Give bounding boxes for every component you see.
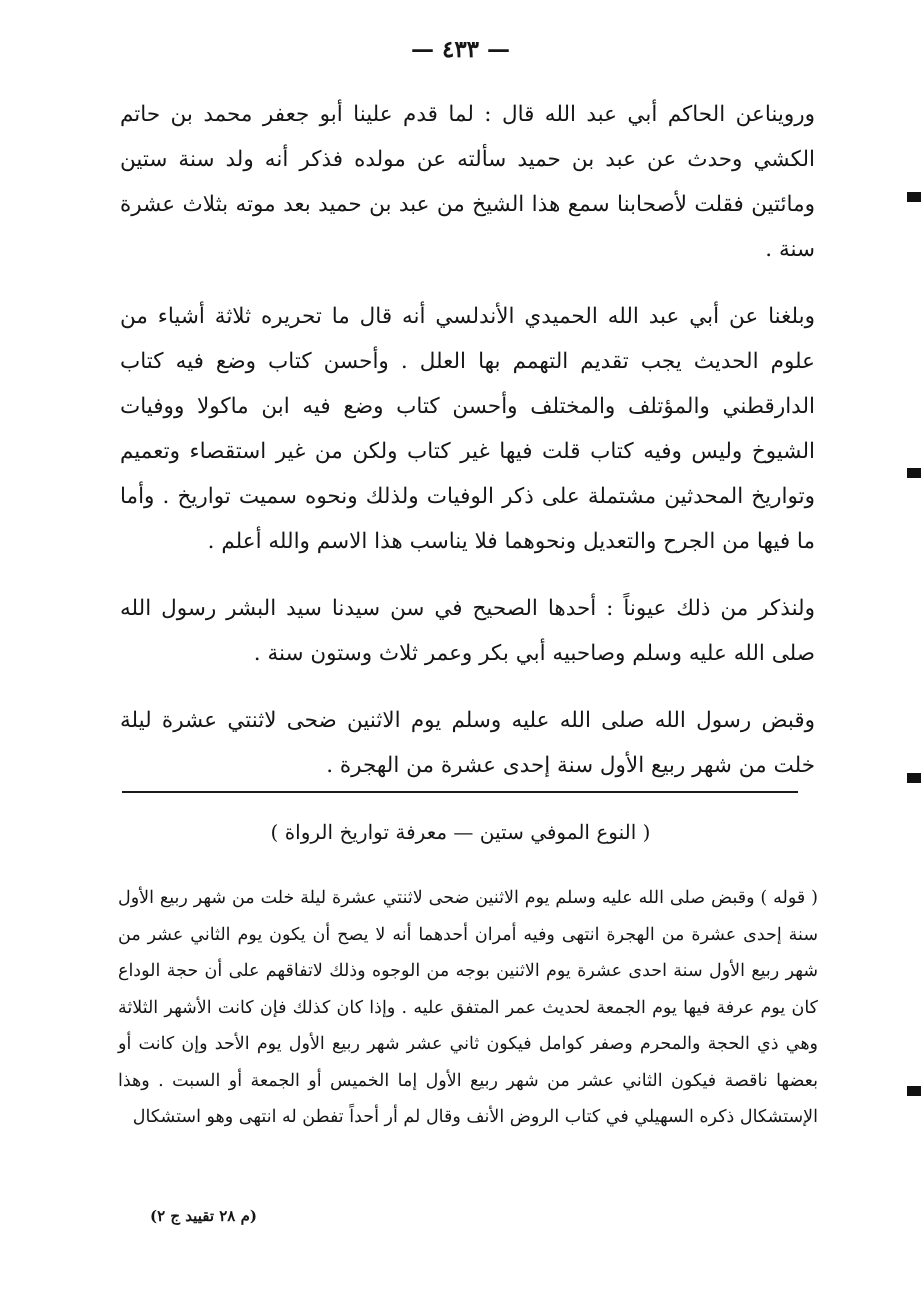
margin-mark [907,1086,921,1096]
paragraph-hakim-kashshi: ورويناعن الحاكم أبي عبد الله قال : لما قدم علينا أبو جعفر محمد بن حاتم الكشي وحدث عن عبد بن حميد سألته عن مولده فذكر أنه ولد سنة ستين ومائتين فقلت لأصحابنا سمع هذا الشيخ من عبد بن حميد بعد موته بثلاث عشرة سنة . [120,102,815,262]
margin-mark [907,773,921,783]
main-text-block [120,92,815,788]
margin-mark [907,192,921,202]
paragraph-humaydi: وبلغنا عن أبي عبد الله الحميدي الأندلسي أنه قال ما تحريره ثلاثة أشياء من علوم الحديث يجب تقديم التهمم بها العلل . وأحسن كتاب وضع فيه كتاب الدارقطني والمؤتلف والمختلف وأحسن كتاب وضع فيه ابن ماكولا ووفيات الشيوخ وليس وفيه كتاب قلت فيها غير كتاب ولكن من غير استقصاء وتعميم وتواريخ المحدثين مشتملة على ذكر الوفيات ولذلك ونحوه سميت تواريخ . وأما ما فيها من الجرح والتعديل ونحوهما فلا يناسب هذا الاسم والله أعلم . [120,304,815,554]
signature-mark: (م ٢٨ تقييد ج ٢) [150,1207,257,1225]
section-divider [122,791,798,793]
paragraph-ages: ولنذكر من ذلك عيوناً : أحدها الصحيح في سن سيدنا سيد البشر رسول الله صلى الله عليه وسلم وصاحبيه أبي بكر وعمر ثلاث وستون سنة . [120,596,815,666]
commentary-block [118,880,818,1136]
paragraph-death-date: وقبض رسول الله صلى الله عليه وسلم يوم الاثنين ضحى لاثنتي عشرة ليلة خلت من شهر ربيع الأول سنة إحدى عشرة من الهجرة . [120,708,815,778]
page-number: — ٤٣٣ — [410,36,511,63]
margin-mark [907,468,921,478]
section-heading: ( النوع الموفي ستين — معرفة تواريخ الرواة ) [270,820,651,844]
commentary-paragraph: ( قوله ) وقبض صلى الله عليه وسلم يوم الاثنين ضحى لاثنتي عشرة ليلة خلت من شهر ربيع الأول سنة إحدى عشرة من الهجرة انتهى وفيه أمران أحدهما أنه لا يصح أن يكون يوم الثاني عشر من شهر ربيع الأول سنة احدى عشرة يوم الاثنين بوجه من الوجوه وذلك لاتفاقهم على أن حجة الوداع كان يوم عرفة فيها يوم الجمعة لحديث عمر المتفق عليه . وإذا كان كذلك فإن كانت الأشهر الثلاثة وهي ذي الحجة والمحرم وصفر كوامل فيكون ثاني عشر شهر ربيع الأول يوم الأحد وإن كانت أو بعضها ناقصة فيكون الثاني عشر من شهر ربيع الأول إما الخميس أو الجمعة أو السبت . وهذا الإستشكال ذكره السهيلي في كتاب الروض الأنف وقال لم أر أحداً تفطن له انتهى وهو استشكال [118,888,818,1127]
